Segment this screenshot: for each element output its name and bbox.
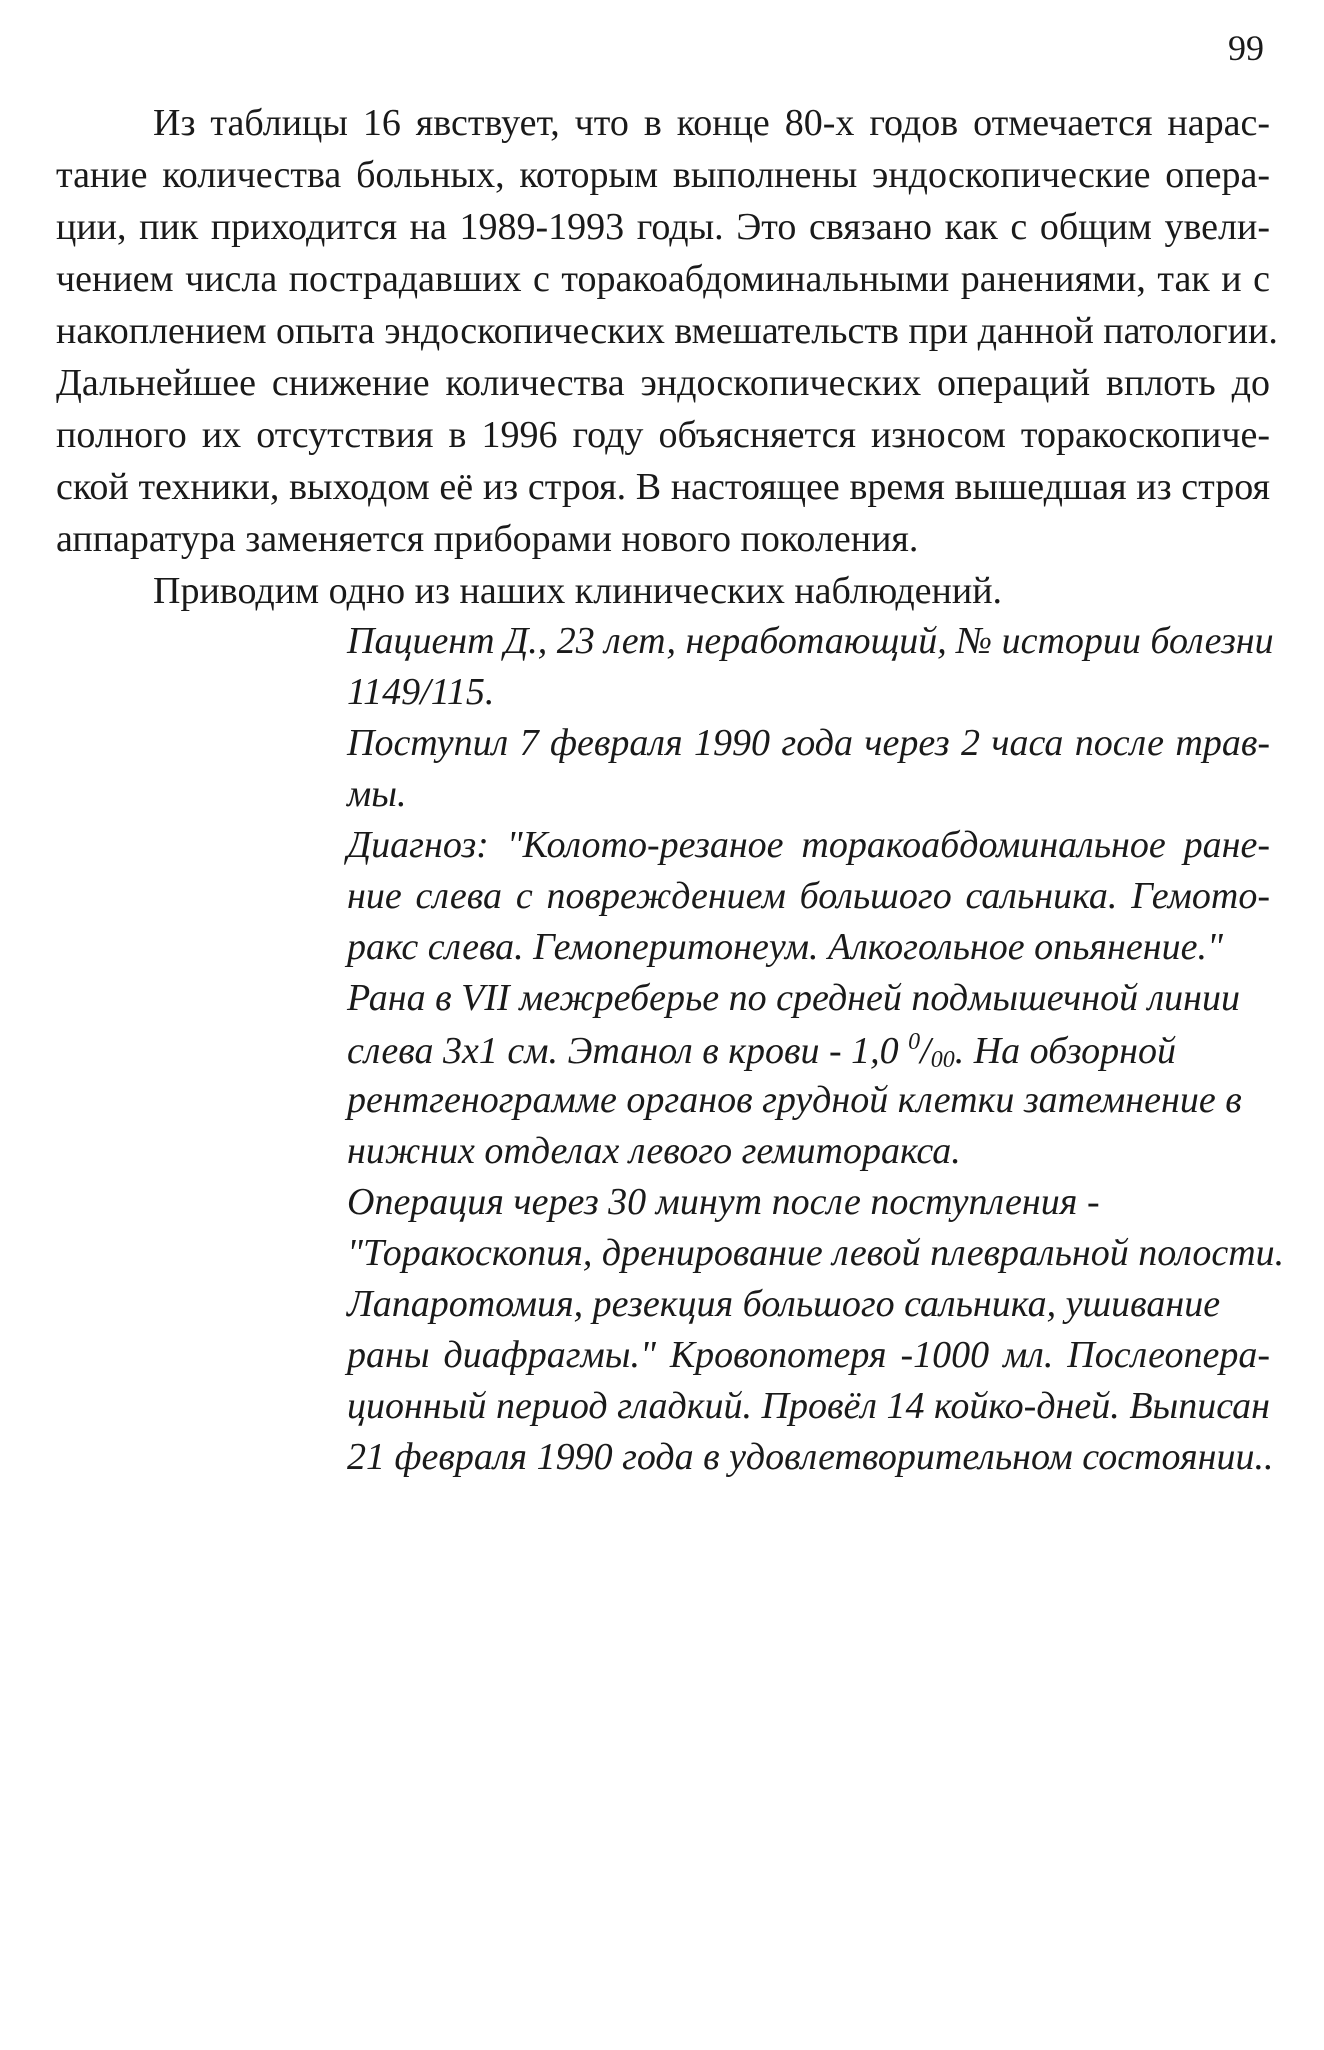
case-diagnosis-line: рентгенограмме органов грудной клетки затемнение в [347,1079,1242,1121]
paragraph-line: накоплением опыта эндоскопических вмешательств при данной патологии. [56,310,1278,352]
case-patient-line: Пациент Д., 23 лет, неработающий, № истории болезни [347,620,1274,662]
ethanol-text: слева 3x1 см. Этанол в крови - 1,0 [347,1030,909,1072]
paragraph-line: Дальнейшее снижение количества эндоскопических операций вплоть до [56,362,1270,404]
paragraph-line: ской техники, выходом её из строя. В настоящее время вышедшая из строя [56,466,1270,508]
paragraph-line: ции, пик приходится на 1989-1993 годы. Это связано как с общим увели- [56,206,1270,248]
case-diagnosis-line: ракс слева. Гемоперитонеум. Алкогольное опьянение." [347,926,1223,968]
case-patient-line: 1149/115. [347,671,495,713]
case-operation-line: "Торакоскопия, дренирование левой плевральной полости. [347,1232,1285,1274]
case-admission-line: мы. [347,773,407,815]
permille-slash: / [920,1030,931,1072]
case-diagnosis-line: нижних отделах левого гемиторакса. [347,1130,961,1172]
case-admission-line: Поступил 7 февраля 1990 года через 2 часа после трав- [347,722,1270,764]
case-operation-line: 21 февраля 1990 года в удовлетворительном состоянии.. [347,1436,1274,1478]
paragraph-line: Из таблицы 16 явствует, что в конце 80-х годов отмечается нарас- [153,102,1270,144]
page-number: 99 [1228,28,1264,68]
ethanol-text-end: . На обзорной [954,1030,1176,1072]
paragraph-line: чением числа пострадавших с торакоабдоминальными ранениями, так и с [56,258,1270,300]
paragraph-line: аппаратура заменяется приборами нового поколения. [56,518,919,560]
case-operation-line: раны диафрагмы." Кровопотеря -1000 мл. Послеопера- [347,1334,1270,1376]
case-diagnosis-line: Диагноз: "Колото-резаное торакоабдоминальное ране- [347,824,1270,866]
case-operation-line: ционный период гладкий. Провёл 14 койко-дней. Выписан [347,1385,1270,1427]
paragraph-line: полного их отсутствия в 1996 году объясняется износом торакоскопиче- [56,414,1270,456]
permille-sub: 00 [930,1047,955,1073]
intro-sentence: Приводим одно из наших клинических наблюдений. [153,570,1003,612]
case-operation-line: Операция через 30 минут после поступления - [347,1181,1100,1223]
paragraph-line: тание количества больных, которым выполнены эндоскопические опера- [56,154,1270,196]
case-diagnosis-line: ние слева с повреждением большого сальника. Гемото- [347,875,1270,917]
permille-sup: 0 [908,1029,921,1055]
case-ethanol-line [347,1030,1176,1072]
case-diagnosis-line: Рана в VII межреберье по средней подмышечной линии [347,977,1241,1019]
case-operation-line: Лапаротомия, резекция большого сальника, ушивание [347,1283,1221,1325]
